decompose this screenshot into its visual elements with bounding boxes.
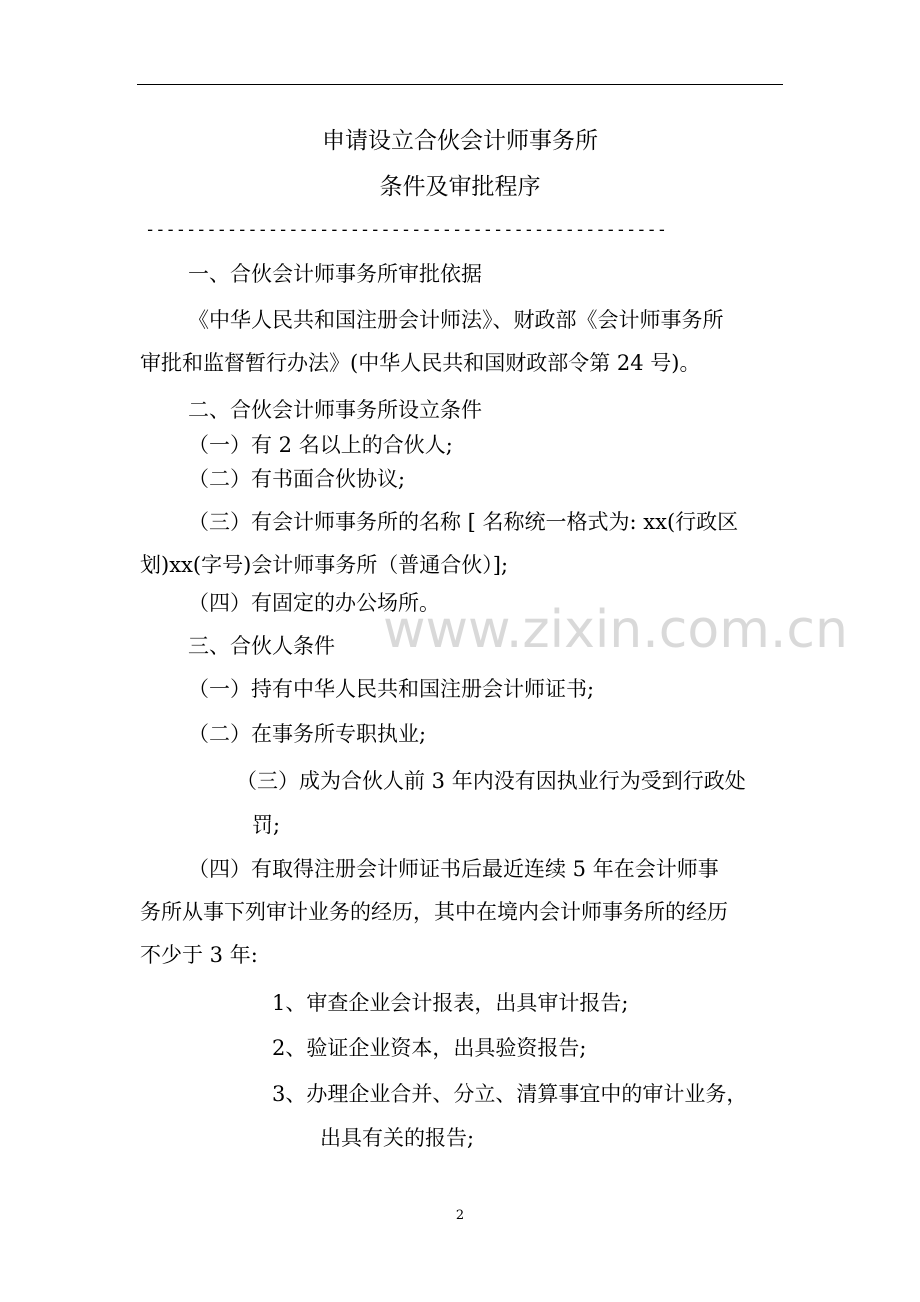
document-title-line1: 申请设立合伙会计师事务所 [322,128,598,154]
sub-list-item-continuation: 出具有关的报告; [320,1126,475,1150]
list-item-continuation: 务所从事下列审计业务的经历，其中在境内会计师事务所的经历 [140,900,728,924]
list-item-continuation: 罚; [252,813,281,837]
sub-list-item: 3、办理企业合并、分立、清算事宜中的审计业务， [272,1082,748,1106]
paragraph-line: 《中华人民共和国注册会计师法》、财政部《会计师事务所 [188,308,724,332]
list-item: （一）持有中华人民共和国注册会计师证书; [188,677,595,701]
list-item: （一）有 2 名以上的合伙人; [188,433,453,457]
header-rule [137,84,783,85]
sub-list-item: 1、审查企业会计报表，出具审计报告; [272,991,629,1015]
list-item-continuation: 划)xx(字号)会计师事务所（普通合伙）]; [140,553,509,577]
sub-list-item: 2、验证企业资本，出具验资报告; [272,1036,587,1060]
page-number: 2 [455,1208,465,1223]
document-title-line2: 条件及审批程序 [379,174,541,200]
paragraph-line: 审批和监督暂行办法》(中华人民共和国财政部令第 24 号)。 [140,351,701,375]
watermark: www.zixin.com.cn [383,600,848,660]
section-heading-1: 一、合伙会计师事务所审批依据 [188,262,482,286]
section-heading-3: 三、合伙人条件 [188,634,335,658]
list-item-continuation: 不少于 3 年: [140,943,258,967]
dashed-separator: --------------------------------------------------- [145,220,667,240]
list-item: （四）有固定的办公场所。 [188,591,440,615]
section-heading-2: 二、合伙会计师事务所设立条件 [188,398,482,422]
list-item: （三）有会计师事务所的名称 [ 名称统一格式为: xx(行政区 [188,510,739,534]
list-item: （二）有书面合伙协议; [188,467,406,491]
list-item: （二）在事务所专职执业; [188,722,427,746]
list-item: （三）成为合伙人前 3 年内没有因执业行为受到行政处 [236,769,746,793]
list-item: （四）有取得注册会计师证书后最近连续 5 年在会计师事 [188,857,719,881]
